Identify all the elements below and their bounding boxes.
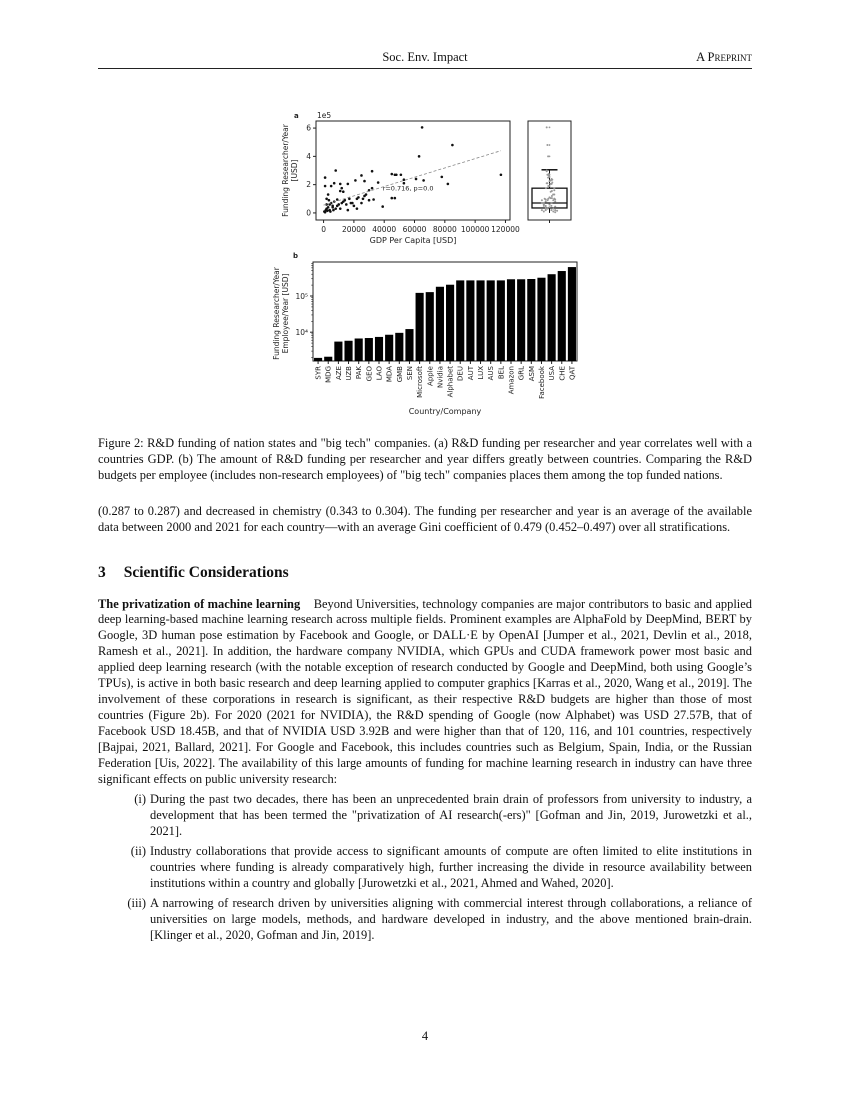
x-tick-label: Apple <box>426 366 435 386</box>
swarm-point <box>543 211 545 213</box>
scatter-point <box>447 183 450 186</box>
running-header-title: Soc. Env. Impact <box>382 50 468 64</box>
scatter-point <box>368 199 371 202</box>
x-tick-label: Microsoft <box>416 366 425 398</box>
swarm-point <box>553 187 555 189</box>
swarm-point <box>549 196 551 198</box>
y-tick-label: 10⁴ <box>295 328 308 338</box>
bar <box>375 337 383 361</box>
list-text: During the past two decades, there has been an unprecedented brain drain of professors from university to industry, a development that has been termed the "privatization of AI research(-ers)" [Gofman and Jin, 2019, Jurowetzki et al., 2021]. <box>150 792 752 839</box>
x-tick-label: 40000 <box>372 225 397 234</box>
swarm-point <box>549 185 551 187</box>
list-text: A narrowing of research driven by universities aligning with commercial interest through collaborations, a reliance of universities on large models, methods, and hardware developed in industry, and the above mentioned brain-drain. [Klinger et al., 2020, Gofman and Jin, 2019]. <box>150 895 752 942</box>
bar <box>334 342 342 361</box>
bar <box>537 278 545 361</box>
bar <box>355 338 363 361</box>
bar <box>405 329 413 361</box>
x-tick-label: AZE <box>334 366 343 381</box>
bar <box>476 280 484 361</box>
swarm-point <box>551 197 553 199</box>
swarm-point <box>547 155 549 157</box>
swarm-point <box>547 199 549 201</box>
swarm-point <box>554 211 556 213</box>
swarm-point <box>541 199 543 201</box>
x-tick-label: Amazon <box>507 366 516 395</box>
x-tick-label: GRL <box>517 366 526 381</box>
scatter-point <box>339 183 342 186</box>
swarm-point <box>553 189 555 191</box>
trend-line <box>324 151 501 205</box>
bar <box>507 279 515 361</box>
swarm-point <box>547 208 549 210</box>
paragraph-privatization <box>98 597 752 788</box>
bar <box>416 293 424 361</box>
x-tick-label: 0 <box>321 225 326 234</box>
x-axis-label: GDP Per Capita [USD] <box>369 236 457 245</box>
swarm-point <box>549 206 551 208</box>
paragraph-gini: (0.287 to 0.287) and decreased in chemistry (0.343 to 0.304). The funding per researcher and year is an average of the available data between 2000 and 2021 for each country—with an average Gini coefficient of 0.479 (0.452–0.497) over all stratifications. <box>98 503 752 534</box>
bar <box>426 292 434 361</box>
scatter-point <box>340 187 343 190</box>
bar <box>344 341 352 361</box>
swarm-point <box>554 209 556 211</box>
x-tick-label: BEL <box>497 366 506 380</box>
x-tick-label: MDA <box>385 366 394 383</box>
swarm-point <box>541 209 543 211</box>
scatter-point <box>326 210 329 213</box>
figure-caption: Figure 2: R&D funding of nation states and "big tech" companies. (a) R&D funding per researcher and year correlates well with a countries GDP. (b) The amount of R&D funding per researcher and year differs greatly between countries. Comparing the R&D budgets per employee (includes non-research employees) of "big tech" companies places them among the top funded nations. <box>98 436 752 482</box>
y-tick-label: 10⁵ <box>295 292 308 302</box>
scatter-point <box>347 183 350 186</box>
list-item <box>98 792 752 840</box>
swarm-point <box>552 211 554 213</box>
swarm-point <box>545 201 547 203</box>
swarm-point <box>551 179 553 181</box>
y-tick-label: 6 <box>306 123 311 133</box>
x-tick-label: 80000 <box>432 225 457 234</box>
scatter-point <box>342 200 345 203</box>
bar <box>324 357 332 361</box>
swarm-point <box>551 183 553 185</box>
bar <box>548 274 556 361</box>
bar <box>395 333 403 361</box>
x-tick-label: GMB <box>395 366 404 383</box>
bar <box>487 280 495 361</box>
paragraph-body: Beyond Universities, technology companies are major contributors to basic and applied deep learning-based machine learning research across multiple fields. Prominent examples are AlphaFold by DeepMind, BERT by Google, 3D human pose estimation by Facebook and Google, or DALL·E by OpenAI [Jumper et al., 2021, Devlin et al., 2018, Ramesh et al., 2021]. In addition, the hardware company NVIDIA, which GPUs and CUDA framework power most basic and applied deep learning research (with the notable exception of research conducted by Google and DeepMind, both using Google’s TPUs), is active in both basic research and deep learning applied to computer graphics [Karras et al., 2020, Wang et al., 2019]. The involvement of these corporations in research is significant, as their respective R&D budgets are higher than those of most countries (Figure 2b). For 2020 (2021 for NVIDIA), the R&D spending of Google (now Alphabet) was USD 27.57B, that of Facebook USD 18.45B, and that of NVIDIA USD 3.92B and were higher than that of 120, 116, and 101 countries, respectively [Bajpai, 2021, Ballard, 2021]. For Google and Facebook, this includes countries such as Belgium, Spain, India, or the Russian Federation [Uis, 2022]. The availability of this large amounts of funding for machine learning research in industry can have three significant effects on public university research: <box>98 596 753 786</box>
figure-2 <box>0 0 850 430</box>
y-axis-label: Funding Researcher/Year <box>281 124 290 217</box>
box-outlier <box>549 144 551 146</box>
scatter-point <box>360 202 363 205</box>
scatter-point <box>395 173 398 176</box>
swarm-point <box>541 202 543 204</box>
scatter-point <box>390 197 393 200</box>
section-heading <box>98 564 752 582</box>
y-axis-label: [USD] <box>290 159 299 182</box>
swarm-point <box>546 170 548 172</box>
scatter-point <box>500 173 503 176</box>
x-tick-label: Nvidia <box>436 366 445 389</box>
swarm-point <box>545 206 547 208</box>
swarm-point <box>548 174 550 176</box>
scatter-point <box>371 170 374 173</box>
scatter-point <box>356 207 359 210</box>
swarm-point <box>556 210 558 212</box>
swarm-point <box>547 177 549 179</box>
scatter-point <box>365 193 368 196</box>
scatter-point <box>362 197 365 200</box>
bar <box>385 335 393 361</box>
scatter-point <box>381 205 384 208</box>
list-label: (i) <box>134 792 146 807</box>
scatter-point <box>371 187 374 190</box>
scatter-point <box>330 185 333 188</box>
list-label: (ii) <box>130 844 146 859</box>
scatter-point <box>324 211 327 214</box>
y-tick-label: 2 <box>306 180 311 190</box>
bar <box>497 280 505 361</box>
paragraph-lead: The privatization of machine learning <box>98 596 301 611</box>
plot-frame <box>316 121 510 220</box>
scatter-point <box>422 179 425 182</box>
box-plot-a <box>528 121 571 223</box>
scatter-point <box>339 207 342 210</box>
scatter-point <box>332 209 335 212</box>
swarm-point <box>552 194 554 196</box>
scatter-point <box>377 181 380 184</box>
x-tick-label: UZB <box>345 366 354 381</box>
scatter-point <box>336 205 339 208</box>
x-tick-label: DEU <box>456 366 465 381</box>
x-tick-label: MDG <box>324 366 333 383</box>
bar <box>517 279 525 361</box>
swarm-point <box>549 179 551 181</box>
x-tick-label: AUS <box>487 366 496 381</box>
x-tick-label: SEN <box>405 366 414 381</box>
x-tick-label: SYR <box>314 366 323 380</box>
y-axis-label: Employee/Year [USD] <box>281 273 290 354</box>
bar <box>466 280 474 361</box>
swarm-point <box>550 202 552 204</box>
page-number: 4 <box>421 1029 429 1043</box>
swarm-point <box>546 144 548 146</box>
scatter-point <box>342 190 345 193</box>
bar <box>365 338 373 361</box>
x-tick-label: 120000 <box>491 225 520 234</box>
list-text: Industry collaborations that provide access to significant amounts of compute are often limited to elite institutions in countries where funding is already comparatively high, further increasing the divide in resource availability between institutions within a country and globally [Jurowetzki et al., 2021, Ahmed and Wahed, 2020]. <box>150 844 752 890</box>
scatter-point <box>363 180 366 183</box>
bar <box>456 280 464 361</box>
scatter-point <box>333 182 336 185</box>
x-tick-label: CHE <box>558 366 567 381</box>
scatter-point <box>354 179 357 182</box>
x-tick-label: Facebook <box>537 366 546 399</box>
scatter-point <box>415 178 418 181</box>
swarm-point <box>545 209 547 211</box>
scatter-point <box>325 197 328 200</box>
x-tick-label: LAO <box>375 366 384 381</box>
x-tick-label: 100000 <box>460 225 490 234</box>
swarm-point <box>554 201 556 203</box>
scatter-point <box>440 176 443 179</box>
x-axis-label: Country/Company <box>408 407 482 416</box>
swarm-point <box>550 209 552 211</box>
x-tick-label: QAT <box>568 366 577 381</box>
scatter-point <box>400 173 403 176</box>
scatter-point <box>331 206 334 209</box>
swarm-point <box>553 198 555 200</box>
bar-chart-b <box>272 252 577 416</box>
x-tick-label: USA <box>548 366 557 381</box>
bar <box>314 358 322 361</box>
scatter-point <box>334 207 337 210</box>
scatter-point <box>347 209 350 212</box>
scatter-point <box>418 155 421 158</box>
scatter-plot-a <box>281 111 520 245</box>
scatter-point <box>324 185 327 188</box>
bar <box>436 287 444 361</box>
scatter-point <box>372 198 375 201</box>
swarm-point <box>543 203 545 205</box>
panel-label-a: a <box>294 112 299 120</box>
y-offset-label: 1e5 <box>317 111 332 120</box>
list-label: (iii) <box>127 895 146 910</box>
x-tick-label: AUT <box>466 366 475 381</box>
swarm-point <box>546 126 548 128</box>
scatter-point <box>421 126 424 129</box>
swarm-point <box>554 206 556 208</box>
swarm-point <box>551 190 553 192</box>
scatter-point <box>390 173 393 176</box>
y-tick-label: 4 <box>306 151 311 161</box>
section-number: 3 <box>98 563 106 581</box>
scatter-point <box>328 199 331 202</box>
scatter-point <box>360 174 363 177</box>
scatter-point <box>329 210 332 213</box>
swarm-point <box>545 187 547 189</box>
list-item <box>98 844 752 892</box>
x-tick-label: Alphabet <box>446 366 455 398</box>
x-tick-label: 20000 <box>341 225 366 234</box>
list-item <box>98 896 752 944</box>
y-axis-label: Funding Researcher/Year <box>272 267 281 360</box>
swarm-point <box>549 203 551 205</box>
swarm-point <box>544 198 546 200</box>
swarm-point <box>546 182 548 184</box>
scatter-point <box>451 144 454 147</box>
bar <box>527 279 535 361</box>
bar <box>558 271 566 361</box>
correlation-annotation: r=0.716, p=0.0 <box>382 184 434 193</box>
body-text-column <box>98 436 752 948</box>
bar <box>446 285 454 361</box>
x-tick-label: LUX <box>477 366 486 380</box>
scatter-point <box>334 169 337 172</box>
section-title: Scientific Considerations <box>123 563 289 581</box>
x-tick-label: 60000 <box>402 225 427 234</box>
x-tick-label: GEO <box>365 366 374 382</box>
scatter-point <box>327 206 330 209</box>
x-tick-label: PAK <box>355 366 364 380</box>
scatter-point <box>353 205 356 208</box>
bar <box>568 267 576 361</box>
panel-label-b: b <box>293 252 299 260</box>
running-header-preprint: A Preprint <box>696 50 752 64</box>
x-tick-label: ASM <box>527 366 536 382</box>
scatter-point <box>324 176 327 179</box>
scatter-point <box>350 202 353 205</box>
scatter-point <box>357 196 360 199</box>
swarm-point <box>550 205 552 207</box>
scatter-point <box>403 178 406 181</box>
swarm-point <box>552 208 554 210</box>
scatter-point <box>327 193 330 196</box>
scatter-point <box>394 197 397 200</box>
box-outlier <box>549 126 551 128</box>
scatter-point <box>345 203 348 206</box>
scatter-point <box>339 190 342 193</box>
y-tick-label: 0 <box>306 208 311 218</box>
